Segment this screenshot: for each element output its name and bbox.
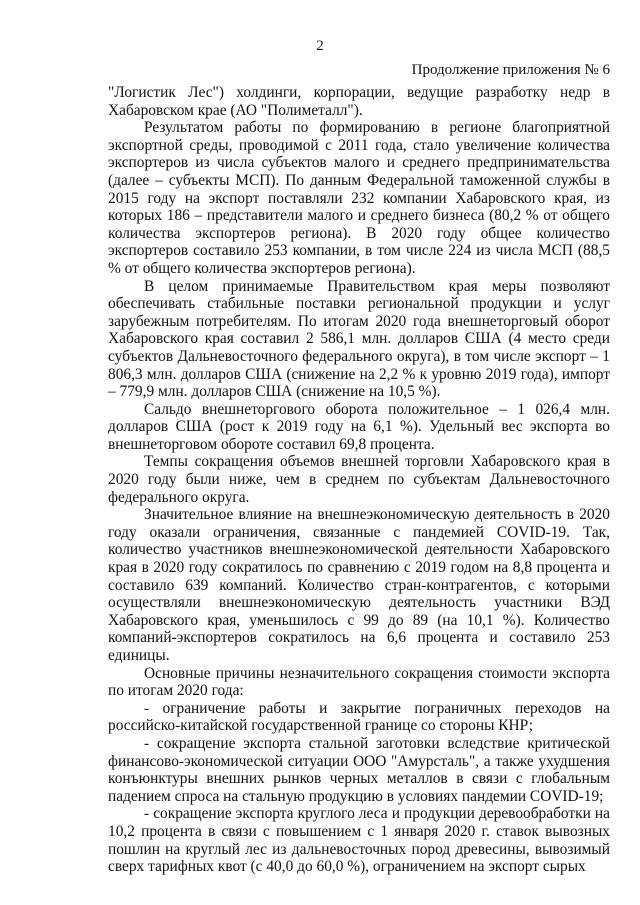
paragraph-3: В целом принимаемые Правительством края меры позволяют обеспечивать стабильные поставки региональной продукции и услуг зарубежным потребителям. По итогам 2020 года внешнеторговый оборот Хабаровского края составил 2 586,1 млн. долларов США (4 место среди субъектов Дальневосточного федерального округа), в том числе экспорт – 1 806,3 млн. долларов США (снижение на 2,2 % к уровню 2019 года), импорт – 779,9 млн. долларов США (снижение на 10,5 %). — [108, 277, 610, 401]
paragraph-7: Основные причины незначительного сокращения стоимости экспорта по итогам 2020 года: — [108, 664, 610, 700]
list-item-3: - сокращение экспорта круглого леса и продукции деревообработки на 10,2 процента в связи с повышением с 1 января 2020 г. ставок вывозных пошлин на круглый лес из дальневосточных пород древесины, вывозимый сверх тарифных квот (с 40,0 до 60,0 %), ограничением на экспорт сырых — [108, 805, 610, 876]
paragraph-2: Результатом работы по формированию в регионе благоприятной экспортной среды, проводимой с 2011 года, стало увеличение количества экспортеров из числа субъектов малого и среднего предпринимательства (далее – субъекты МСП). По данным Федеральной таможенной службы в 2015 году на экспорт поставляли 232 компании Хабаровского края, из которых 186 – представители малого и среднего бизнеса (80,2 % от общего количества экспортеров региона). В 2020 году общее количество экспортеров составило 253 компании, в том числе 224 из числа МСП (88,5 % от общего количества экспортеров региона). — [108, 119, 610, 277]
document-body — [108, 84, 610, 876]
paragraph-4: Сальдо внешнеторгового оборота положительное – 1 026,4 млн. долларов США (рост к 2019 году на 6,1 %). Удельный вес экспорта во внешнеторговом обороте составил 69,8 процента. — [108, 400, 610, 453]
list-item-1: - ограничение работы и закрытие пограничных переходов на российско-китайской государственной границе со стороны КНР; — [108, 699, 610, 735]
paragraph-5: Темпы сокращения объемов внешней торговли Хабаровского края в 2020 году были ниже, чем в среднем по субъектам Дальневосточного федерального округа. — [108, 453, 610, 506]
list-item-2: - сокращение экспорта стальной заготовки вследствие критической финансово-экономической ситуации ООО "Амурсталь", а также ухудшения конъюнктуры внешних рынков черных металлов в связи с глобальным падением спроса на стальную продукцию в условиях пандемии COVID-19; — [108, 734, 610, 805]
paragraph-6: Значительное влияние на внешнеэкономическую деятельность в 2020 году оказали ограничения, связанные с пандемией COVID-19. Так, количество участников внешнеэкономической деятельности Хабаровского края в 2020 году сократилось по сравнению с 2019 годом на 8,8 процента и составило 639 компаний. Количество стран-контрагентов, с которыми осуществляли внешнеэкономическую деятельность участники ВЭД Хабаровского края, уменьшилось с 99 до 89 (на 10,1 %). Количество компаний-экспортеров сократилось на 6,6 процента и составило 253 единицы. — [108, 506, 610, 664]
page-number: 2 — [316, 38, 324, 54]
paragraph-1: "Логистик Лес") холдинги, корпорации, ведущие разработку недр в Хабаровском крае (АО "Полиметалл"). — [108, 84, 610, 119]
appendix-continuation-label: Продолжение приложения № 6 — [411, 62, 610, 78]
